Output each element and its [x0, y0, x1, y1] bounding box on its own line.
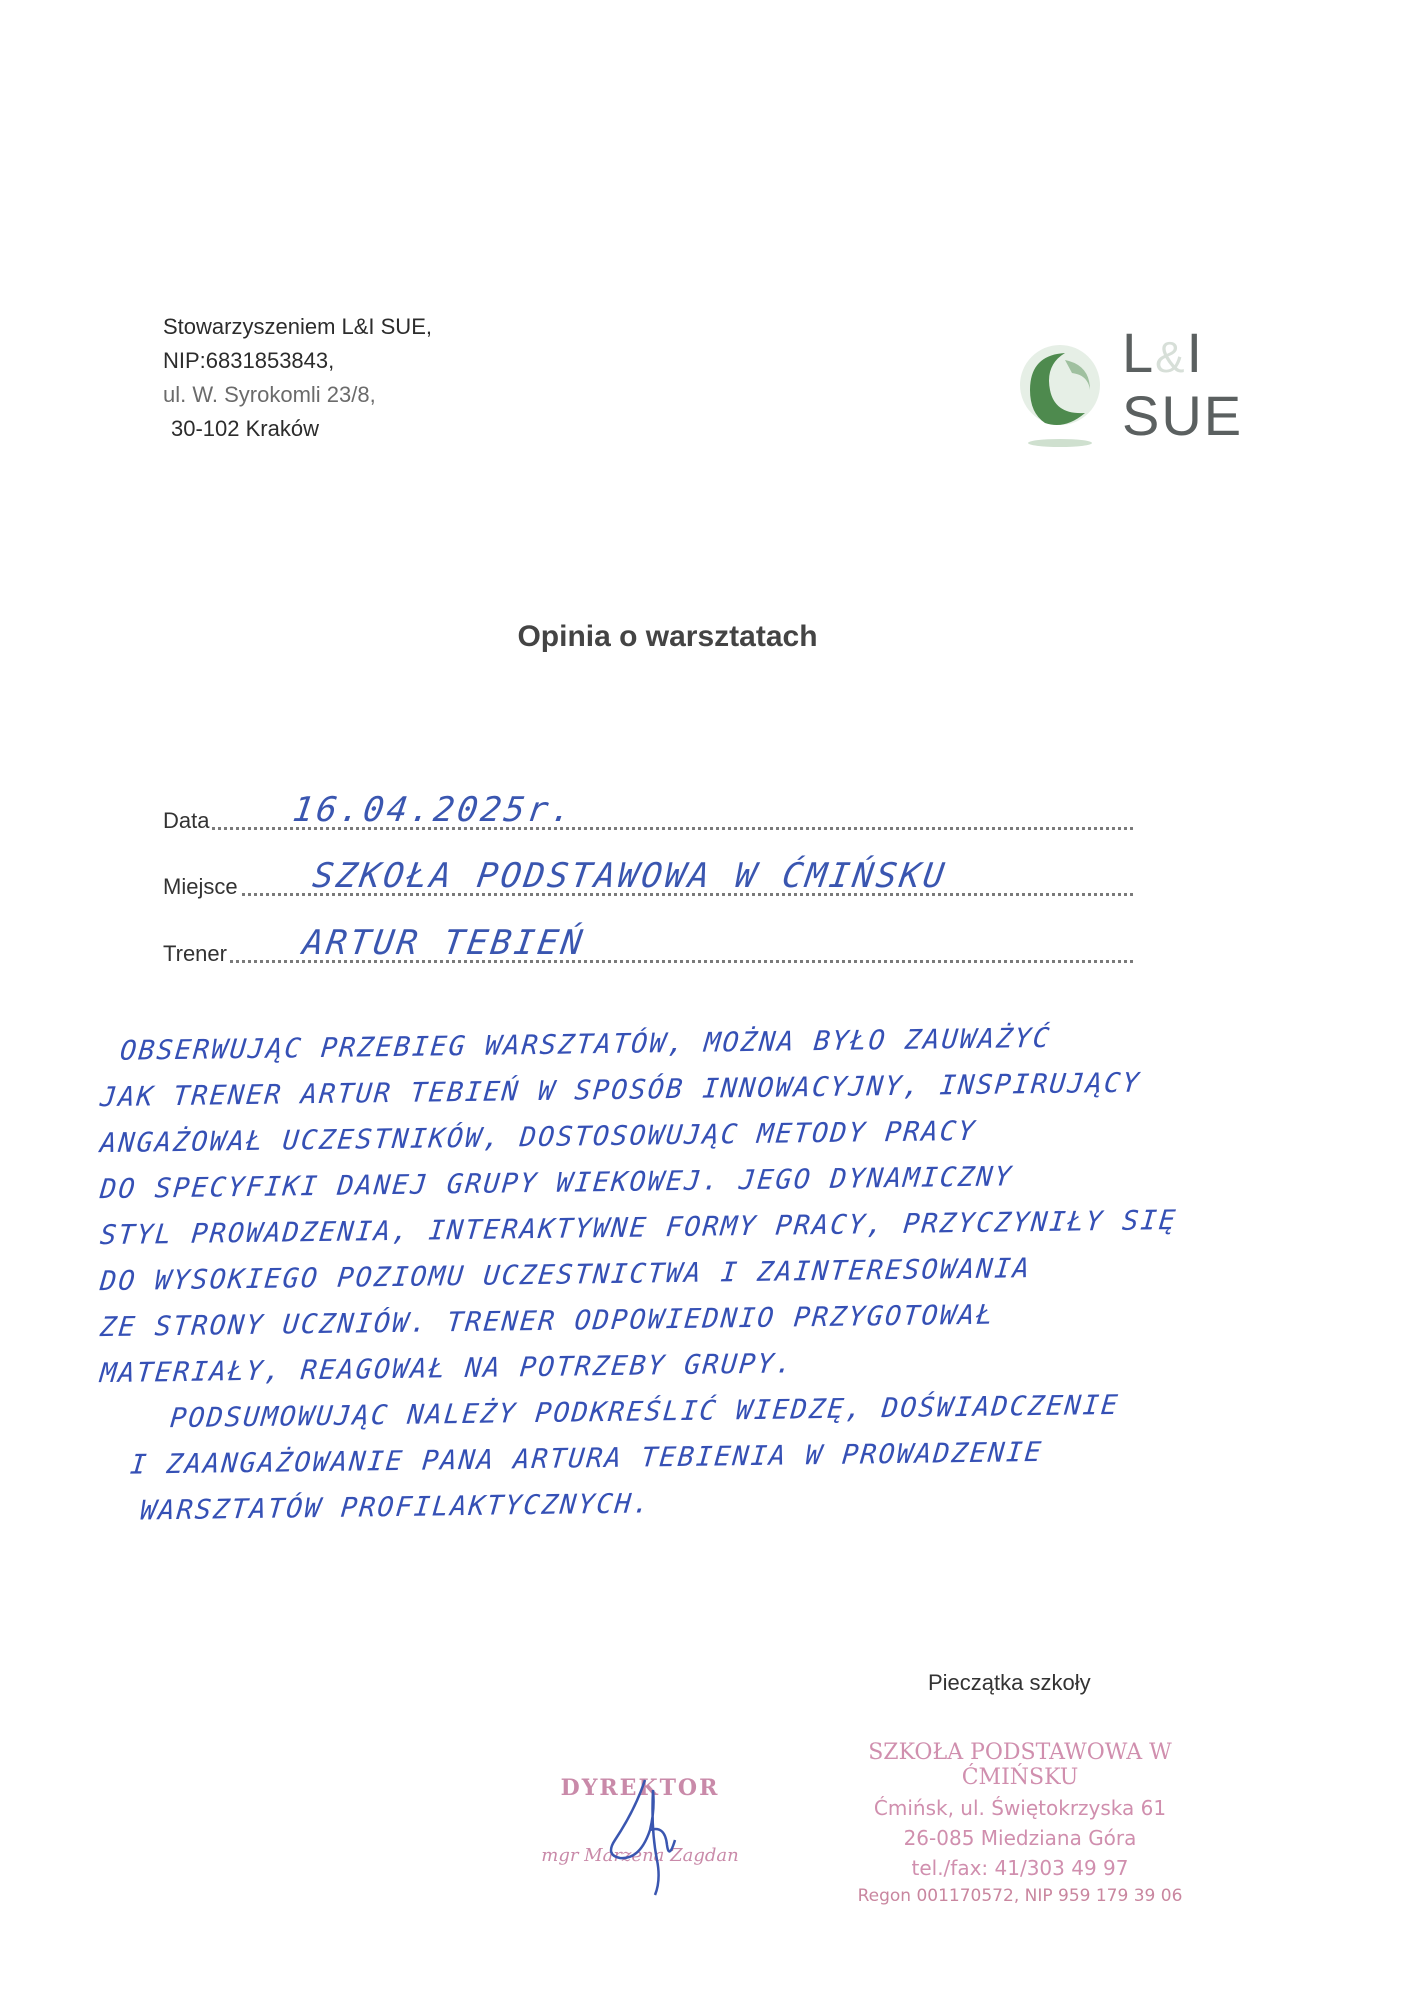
school-stamp-line: Ćmińsk, ul. Świętokrzyska 61: [873, 1796, 1167, 1820]
school-stamp-line: SZKOŁA PODSTAWOWA W ĆMIŃSKU: [868, 1740, 1172, 1790]
place-value: SZKOŁA PODSTAWOWA W ĆMIŃSKU: [310, 856, 950, 896]
sender-address: [163, 310, 432, 446]
school-stamp-line: tel./fax: 41/303 49 97: [911, 1856, 1129, 1880]
signature-icon: [595, 1770, 685, 1900]
opinion-line: OBSERWUJĄC PRZEBIEG WARSZTATÓW, MOŻNA BYŁO ZAUWAŻYĆ: [118, 1022, 1053, 1067]
logo-letter: I: [1186, 321, 1205, 384]
opinion-line: I ZAANGAŻOWANIE PANA ARTURA TEBIENIA W PROWADZENIE: [128, 1436, 1045, 1481]
school-stamp-line: 26-085 Miedziana Góra: [903, 1826, 1137, 1850]
lisue-logo: [1010, 321, 1244, 465]
opinion-line: DO SPECYFIKI DANEJ GRUPY WIEKOWEJ. JEGO DYNAMICZNY: [98, 1161, 1015, 1206]
sender-line: Stowarzyszeniem L&I SUE,: [163, 314, 432, 339]
handwritten-opinion: [100, 1020, 1400, 1526]
date-field: [163, 790, 1133, 840]
opinion-line: WARSZTATÓW PROFILAKTYCZNYCH.: [138, 1488, 653, 1527]
document-title: Opinia o warsztatach: [517, 620, 818, 653]
director-stamp: [515, 1775, 765, 1905]
trainer-label: Trener: [163, 941, 227, 966]
trainer-value: ARTUR TEBIEŃ: [300, 923, 588, 963]
logo-ampersand: &: [1155, 333, 1187, 382]
logo-word: SUE: [1122, 384, 1244, 447]
opinion-line: STYL PROWADZENIA, INTERAKTYWNE FORMY PRACY, PRZYCZYNIŁY SIĘ: [98, 1205, 1179, 1252]
place-label: Miejsce: [163, 874, 238, 899]
opinion-line: PODSUMOWUJĄC NALEŻY PODKREŚLIĆ WIEDZĘ, DOŚWIADCZENIE: [168, 1389, 1121, 1435]
director-title: DYREKTOR: [560, 1775, 720, 1801]
date-value: 16.04.2025r.: [290, 790, 578, 830]
logo-letter: L: [1122, 321, 1156, 384]
opinion-line: MATERIAŁY, REAGOWAŁ NA POTRZEBY GRUPY.: [98, 1348, 796, 1390]
sender-line: NIP:6831853843,: [163, 348, 335, 373]
director-name: mgr Marzena Zagdan: [541, 1845, 739, 1866]
trainer-field: [163, 923, 1133, 973]
opinion-line: ZE STRONY UCZNIÓW. TRENER ODPOWIEDNIO PRZYGOTOWAŁ: [98, 1299, 996, 1344]
school-stamp-line: Regon 001170572, NIP 959 179 39 06: [857, 1886, 1183, 1906]
opinion-line: DO WYSOKIEGO POZIOMU UCZESTNICTWA I ZAINTERESOWANIA: [98, 1253, 1033, 1298]
opinion-line: ANGAŻOWAŁ UCZESTNIKÓW, DOSTOSOWUJĄC METODY PRACY: [98, 1115, 978, 1160]
school-stamp: [820, 1740, 1220, 1906]
sender-line: ul. W. Syrokomli 23/8,: [163, 382, 376, 407]
logo-emblem-icon: [1010, 335, 1110, 455]
sender-line: 30-102 Kraków: [171, 416, 319, 441]
stamp-label: Pieczątka szkoły: [928, 1670, 1091, 1695]
place-field: [163, 856, 1133, 906]
opinion-line: JAK TRENER ARTUR TEBIEŃ W SPOSÓB INNOWACYJNY, INSPIRUJĄCY: [98, 1067, 1142, 1114]
date-label: Data: [163, 808, 210, 833]
